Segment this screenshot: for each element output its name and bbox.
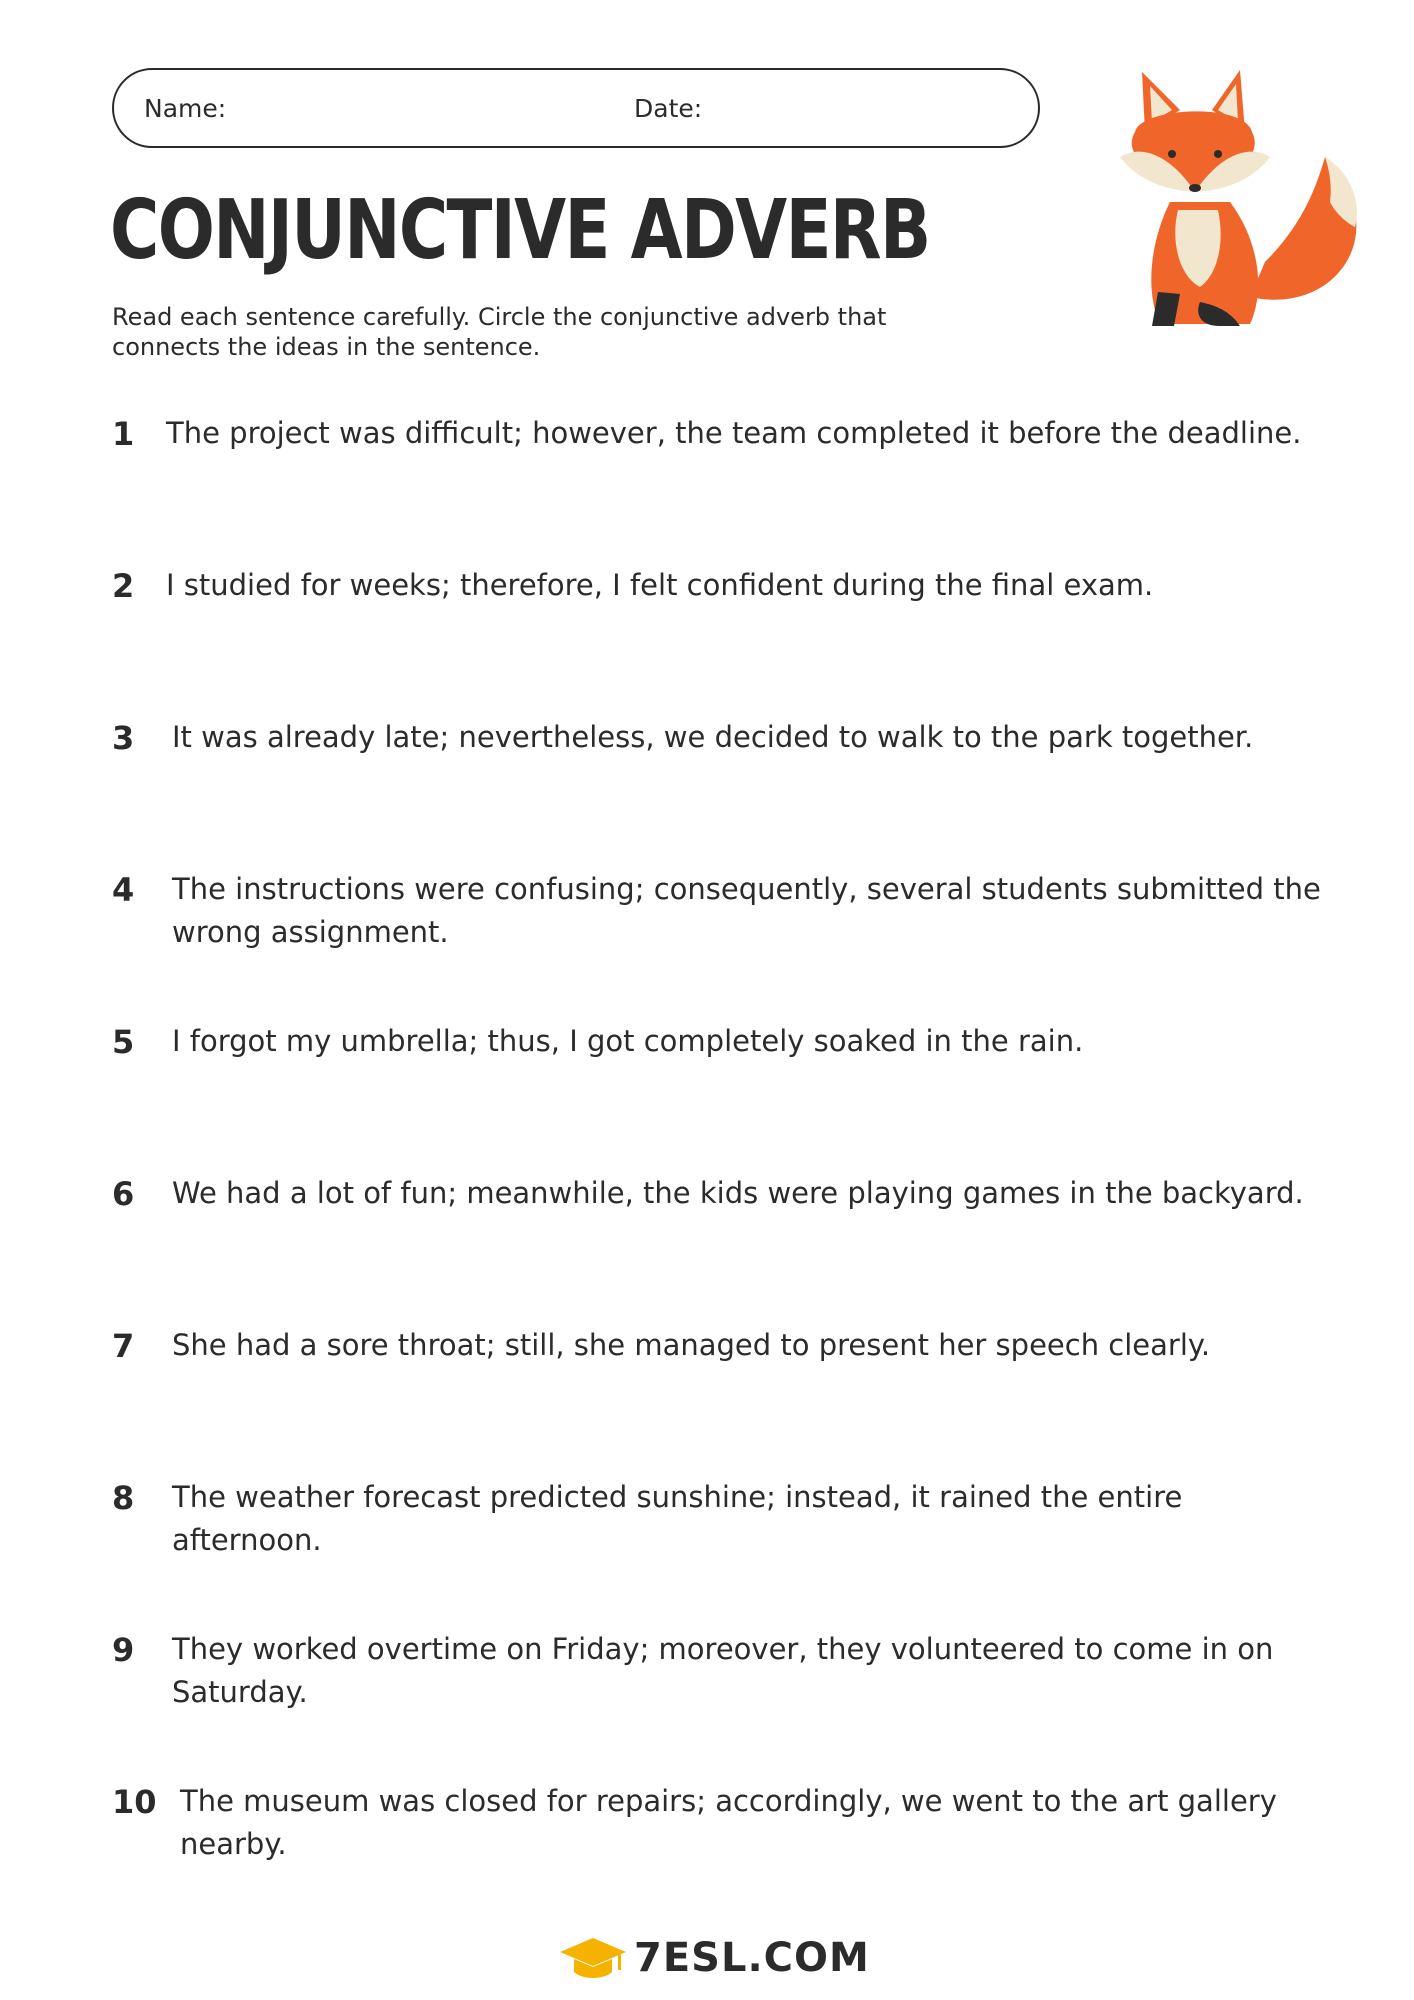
sentence-text: It was already late; nevertheless, we decided to walk to the park together.: [172, 720, 1254, 754]
sentence-text: The weather forecast predicted sunshine; instead, it rained the entire afternoon.: [172, 1480, 1183, 1557]
sentence-text: They worked overtime on Friday; moreover, they volunteered to come in on Saturday.: [172, 1632, 1274, 1709]
item-number: 1: [112, 415, 135, 453]
sentence-text: We had a lot of fun; meanwhile, the kids were playing games in the backyard.: [172, 1176, 1304, 1210]
name-label: Name:: [144, 94, 227, 123]
item-number: 4: [112, 871, 135, 909]
worksheet-title: CONJUNCTIVE ADVERB: [110, 183, 930, 278]
item-number: 8: [112, 1479, 135, 1517]
item-number: 7: [112, 1327, 135, 1365]
brand-logo: [558, 1932, 878, 1988]
sentence-text: The project was difficult; however, the team completed it before the deadline.: [166, 416, 1302, 450]
item-number: 10: [112, 1783, 157, 1821]
item-number: 9: [112, 1631, 135, 1669]
item-number: 5: [112, 1023, 135, 1061]
item-number: 6: [112, 1175, 135, 1213]
sentence-text: I studied for weeks; therefore, I felt confident during the final exam.: [166, 568, 1154, 602]
item-number: 3: [112, 719, 135, 757]
fox-illustration: [1100, 62, 1360, 332]
sentence-text: The instructions were confusing; consequently, several students submitted the wrong assignment.: [172, 872, 1321, 949]
instructions-text: Read each sentence carefully. Circle the conjunctive adverb that connects the ideas in the sentence.: [112, 303, 887, 361]
graduation-cap-icon: [558, 1934, 628, 1986]
sentence-text: I forgot my umbrella; thus, I got completely soaked in the rain.: [172, 1024, 1084, 1058]
sentence-text: The museum was closed for repairs; accordingly, we went to the art gallery nearby.: [180, 1784, 1277, 1861]
date-label: Date:: [634, 94, 703, 123]
brand-text: 7ESL.COM: [634, 1935, 870, 1981]
item-number: 2: [112, 567, 135, 605]
name-date-box: [112, 68, 1040, 148]
sentence-text: She had a sore throat; still, she managed to present her speech clearly.: [172, 1328, 1211, 1362]
